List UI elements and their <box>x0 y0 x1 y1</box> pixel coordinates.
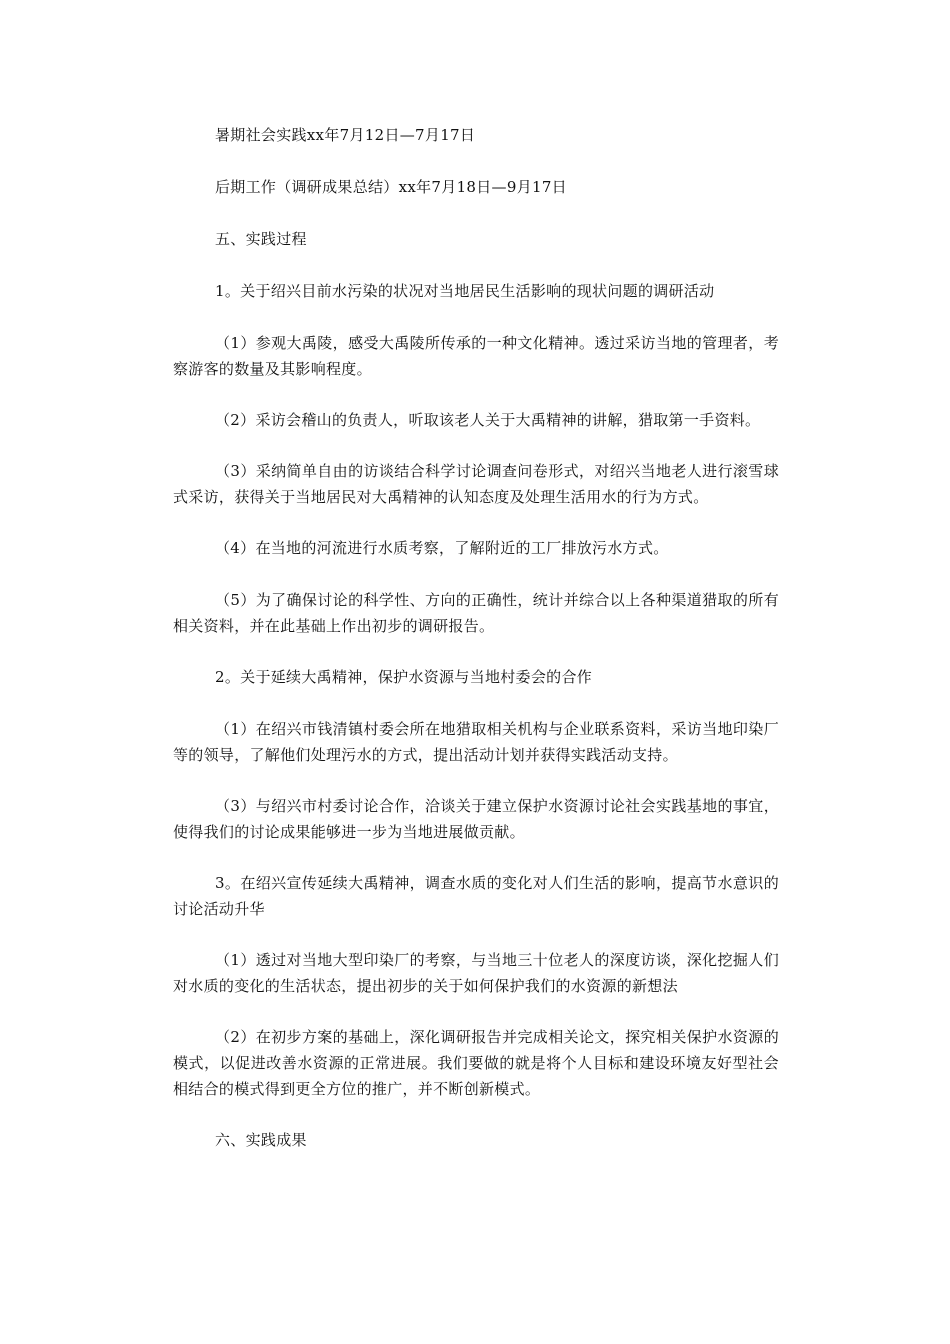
document-body <box>173 122 779 1153</box>
section-heading-practice-results: 六、实践成果 <box>215 1131 307 1149</box>
item-1-3: （3）采纳简单自由的访谈结合科学讨论调查问卷形式，对绍兴当地老人进行滚雪球式采访，获得关于当地居民对大禹精神的认知态度及处理生活用水的行为方式。 <box>173 462 779 506</box>
item-3-1: （1）透过对当地大型印染厂的考察，与当地三十位老人的深度访谈，深化挖掘人们对水质的变化的生活状态，提出初步的关于如何保护我们的水资源的新想法 <box>173 951 779 995</box>
item-1-2: （2）采访会稽山的负责人，听取该老人关于大禹精神的讲解，猎取第一手资料。 <box>215 411 761 429</box>
subsection-heading-2: 2。关于延续大禹精神，保护水资源与当地村委会的合作 <box>215 668 593 686</box>
schedule-summer-practice: 暑期社会实践xx年7月12日—7月17日 <box>215 126 476 144</box>
item-3-2: （2）在初步方案的基础上，深化调研报告并完成相关论文，探究相关保护水资源的模式，以促进改善水资源的正常进展。我们要做的就是将个人目标和建设环境友好型社会相结合的模式得到更全方位的推广，并不断创新模式。 <box>173 1028 779 1098</box>
subsection-heading-3: 3。在绍兴宣传延续大禹精神，调查水质的变化对人们生活的影响，提高节水意识的讨论活动升华 <box>173 874 779 918</box>
item-1-4: （4）在当地的河流进行水质考察，了解附近的工厂排放污水方式。 <box>215 539 669 557</box>
schedule-later-work: 后期工作（调研成果总结）xx年7月18日—9月17日 <box>215 178 567 196</box>
item-2-3: （3）与绍兴市村委讨论合作，洽谈关于建立保护水资源讨论社会实践基地的事宜，使得我们的讨论成果能够进一步为当地进展做贡献。 <box>173 797 779 841</box>
item-1-1: （1）参观大禹陵，感受大禹陵所传承的一种文化精神。透过采访当地的管理者，考察游客的数量及其影响程度。 <box>173 334 779 378</box>
section-heading-practice-process: 五、实践过程 <box>215 230 307 248</box>
subsection-heading-1: 1。关于绍兴目前水污染的状况对当地居民生活影响的现状问题的调研活动 <box>215 282 715 300</box>
item-1-5: （5）为了确保讨论的科学性、方向的正确性，统计并综合以上各种渠道猎取的所有相关资料，并在此基础上作出初步的调研报告。 <box>173 591 779 635</box>
item-2-1: （1）在绍兴市钱清镇村委会所在地猎取相关机构与企业联系资料，采访当地印染厂等的领导，了解他们处理污水的方式，提出活动计划并获得实践活动支持。 <box>173 720 779 764</box>
